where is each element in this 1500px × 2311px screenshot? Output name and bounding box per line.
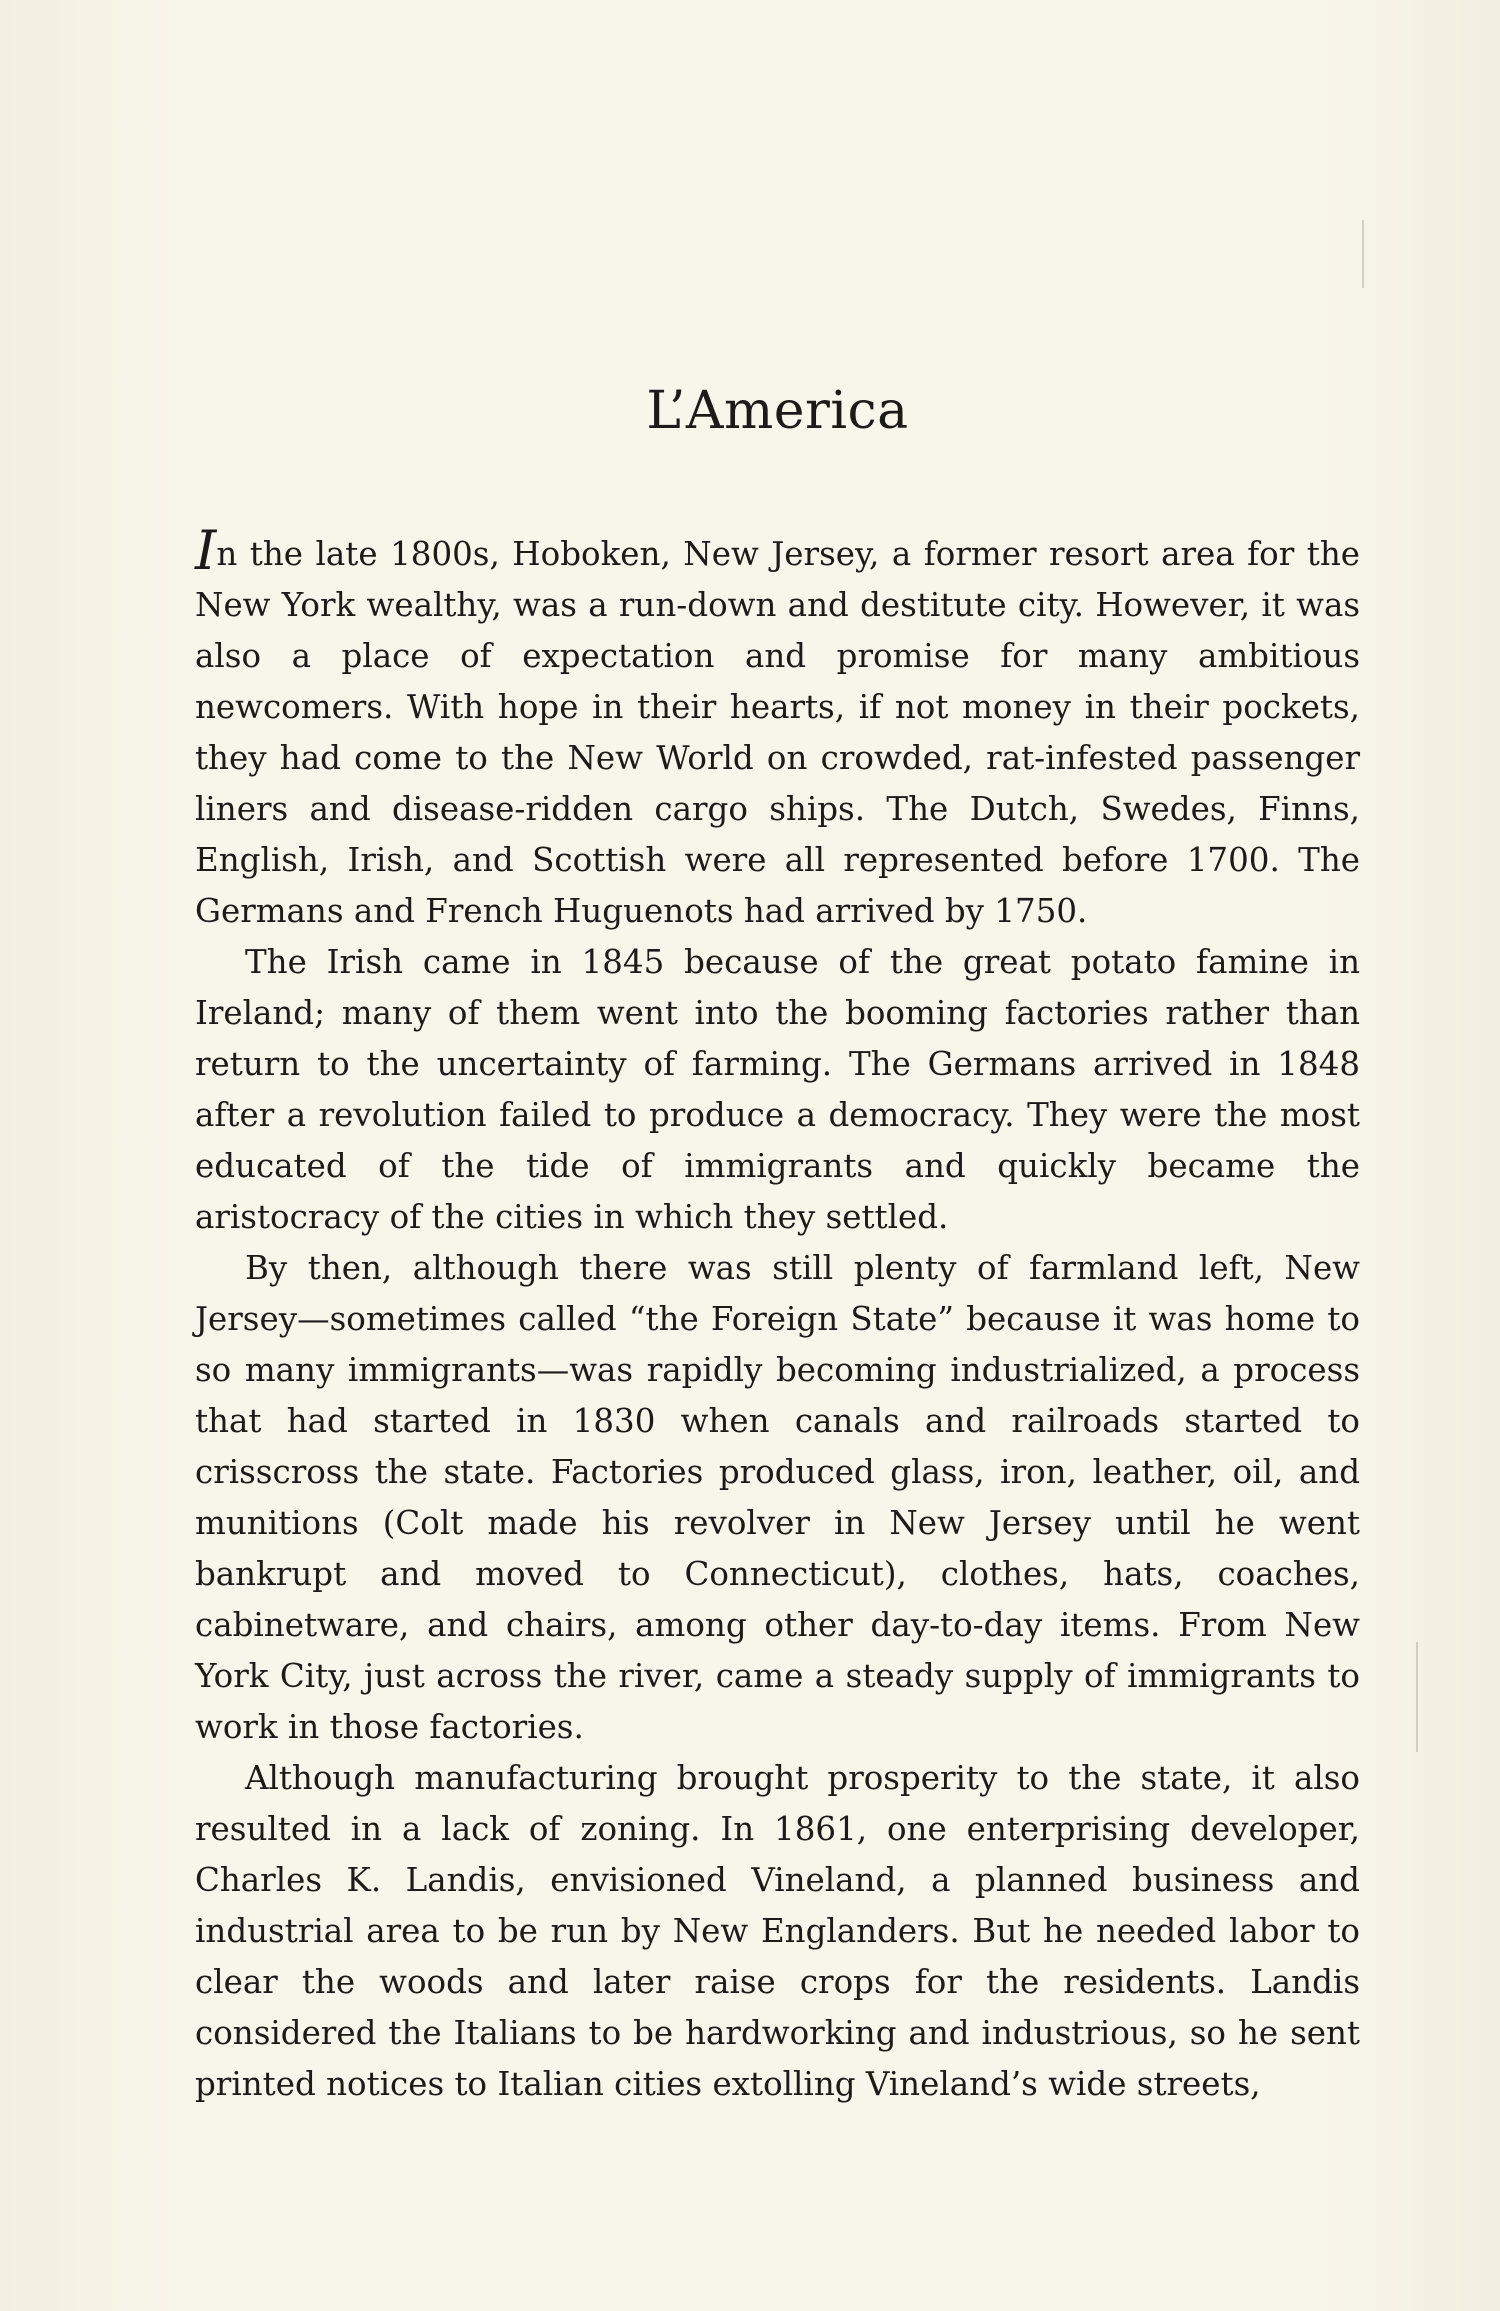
paragraph-2: The Irish came in 1845 because of the great potato famine in Ireland; many of them went into the booming factories rather than return to the uncertainty of farming. The Germans arrived in 1848 after a revolution failed to produce a democracy. They were the most educated of the tide of immigrants and quickly became the aristocracy of the cities in which they settled. xyxy=(195,943,1360,1237)
paragraph-1 xyxy=(195,519,1360,937)
scan-mark xyxy=(1362,220,1364,288)
paragraph-3: By then, although there was still plenty of farmland left, New Jersey—sometimes called “the Foreign State” because it was home to so many immigrants—was rapidly becoming industrialized, a process that had started in 1830 when canals and railroads started to crisscross the state. Factories produced glass, iron, leather, oil, and munitions (Colt made his revolver in New Jersey until he went bankrupt and moved to Connecticut), clothes, hats, coaches, cabinetware, and chairs, among other day-to-day items. From New York City, just across the river, came a steady supply of immigrants to work in those factories. xyxy=(195,1249,1360,1747)
dropcap-letter: I xyxy=(195,519,217,583)
paragraph-1-text: n the late 1800s, Hoboken, New Jersey, a former resort area for the New York wealthy, was a run-down and destitute city. However, it was also a place of expectation and promise for many ambitious newcomers. With hope in their hearts, if not money in their pockets, they had come to the New World on crowded, rat-infested passenger liners and disease-ridden cargo ships. The Dutch, Swedes, Finns, English, Irish, and Scottish were all represented before 1700. The Germans and French Huguenots had arrived by 1750. xyxy=(195,535,1360,931)
scan-mark xyxy=(1416,1642,1418,1752)
chapter-text xyxy=(195,380,1360,2110)
chapter-title: L’America xyxy=(646,381,909,441)
paragraph-4: Although manufacturing brought prosperity to the state, it also resulted in a lack of zoning. In 1861, one enterprising developer, Charles K. Landis, envisioned Vineland, a planned business and industrial area to be run by New Englanders. But he needed labor to clear the woods and later raise crops for the residents. Landis considered the Italians to be hardworking and industrious, so he sent printed notices to Italian cities extolling Vineland’s wide streets, xyxy=(195,1759,1360,2104)
